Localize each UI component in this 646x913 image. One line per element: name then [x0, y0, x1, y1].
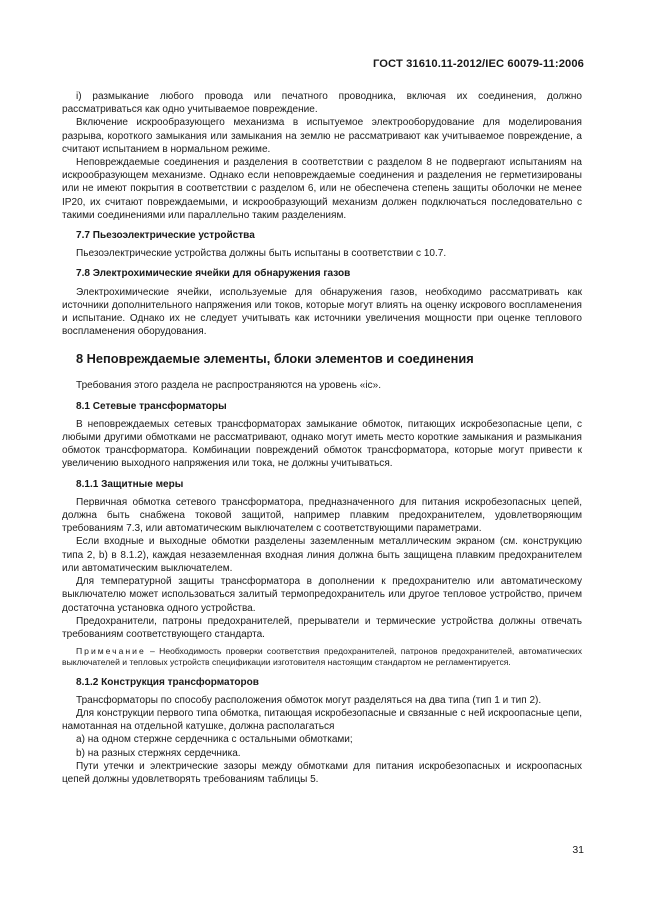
note-lead: Примечание	[76, 646, 146, 657]
paragraph: Включение искрообразующего механизма в испытуемое электрооборудование для моделирования разрыва, короткого замыкания или замыкания на землю не рассматривают как учитываемое повреждение, а считают испытанием в нормальном режиме.	[62, 117, 582, 155]
paragraph: i) размыкание любого провода или печатного проводника, включая их соединения, должно рассматриваться как одно учитываемое повреждение.	[62, 91, 582, 116]
note-text: – Необходимость проверки соответствия предохранителей, патронов предохранителей, автоматических выключателей и тепловых устройств спецификации изготовителя настоящим стандартом не регламентируется.	[62, 646, 582, 668]
paragraph: Предохранители, патроны предохранителей, прерыватели и термические устройства должны отвечать требованиям соответствующего стандарта.	[62, 615, 582, 640]
paragraph: Неповреждаемые соединения и разделения в соответствии с разделом 8 не подвергают испытаниям на искрообразующем механизме. Однако если неповреждаемые соединения и разделения не герметизированы или не имеют покрытия в соответствии с разделом 6, или не обеспечена степень защиты оболочки не менее IP20, их считают повреждаемыми, и искрообразующий механизм должен подключаться последовательно с такими соединениями или параллельно таким разделениям.	[62, 157, 582, 221]
page-number: 31	[572, 844, 584, 856]
paragraph: Пьезоэлектрические устройства должны быть испытаны в соответствии с 10.7.	[76, 248, 447, 260]
list-item: a) на одном стержне сердечника с остальными обмотками;	[76, 734, 353, 746]
paragraph: Если входные и выходные обмотки разделены заземленным металлическим экраном (см. конструкцию типа 2, b) в 8.1.2), каждая незаземленная входная линия должна быть защищена плавким предохранителем или автоматическим выключателем.	[62, 536, 582, 574]
section-heading-8-1-1: 8.1.1 Защитные меры	[76, 478, 184, 490]
paragraph: Трансформаторы по способу расположения обмоток могут разделяться на два типа (тип 1 и тип 2).	[76, 694, 542, 706]
section-heading-7-8: 7.8 Электрохимические ячейки для обнаружения газов	[76, 268, 351, 280]
paragraph: Пути утечки и электрические зазоры между обмотками для питания искробезопасных и искроопасных цепей должны удовлетворять требованиям таблицы 5.	[62, 760, 582, 785]
section-heading-8: 8 Неповреждаемые элементы, блоки элементов и соединения	[76, 351, 474, 367]
standard-header: ГОСТ 31610.11-2012/IEC 60079-11:2006	[372, 58, 584, 70]
paragraph: Для конструкции первого типа обмотка, питающая искробезопасные и связанные с ней искроопасные цепи, намотанная на отдельной катушке, должна располагаться	[62, 707, 582, 733]
paragraph: Электрохимические ячейки, используемые для обнаружения газов, необходимо рассматривать как источники дополнительного напряжения или токов, которые могут влиять на оценку искрового воспламенения и испытание. Однако их не следует учитывать как источники увеличения мощности при оценке теплового воспламенения оборудования.	[62, 286, 582, 338]
section-heading-7-7: 7.7 Пьезоэлектрические устройства	[76, 230, 255, 242]
list-item: b) на разных стержнях сердечника.	[76, 747, 241, 759]
page-content	[62, 90, 582, 786]
paragraph: В неповреждаемых сетевых трансформаторах замыкание обмоток, питающих искробезопасные цепи, с любыми другими обмотками не рассматривают, однако могут иметь место короткие замыкания и размыкания обмоток трансформатора. Комбинации повреждений обмоток трансформатора, которые могут привести к увеличению выходного напряжения или тока, не должны учитываться.	[62, 418, 582, 470]
paragraph: Требования этого раздела не распространяются на уровень «ic».	[76, 380, 382, 392]
paragraph: Для температурной защиты трансформатора в дополнении к предохранителю или автоматическому выключателю может использоваться залитый термопредохранитель или другое тепловое устройство, причем достаточна установка одного устройства.	[62, 576, 582, 614]
section-heading-8-1-2: 8.1.2 Конструкция трансформаторов	[76, 676, 259, 688]
paragraph: Первичная обмотка сетевого трансформатора, предназначенного для питания искробезопасных цепей, должна быть снабжена токовой защитой, например плавким предохранителем, удовлетворяющим требованиям 7.3, или автоматическим выключателем с соответствующими параметрами.	[62, 496, 582, 535]
note	[62, 646, 582, 668]
section-heading-8-1: 8.1 Сетевые трансформаторы	[76, 400, 227, 412]
